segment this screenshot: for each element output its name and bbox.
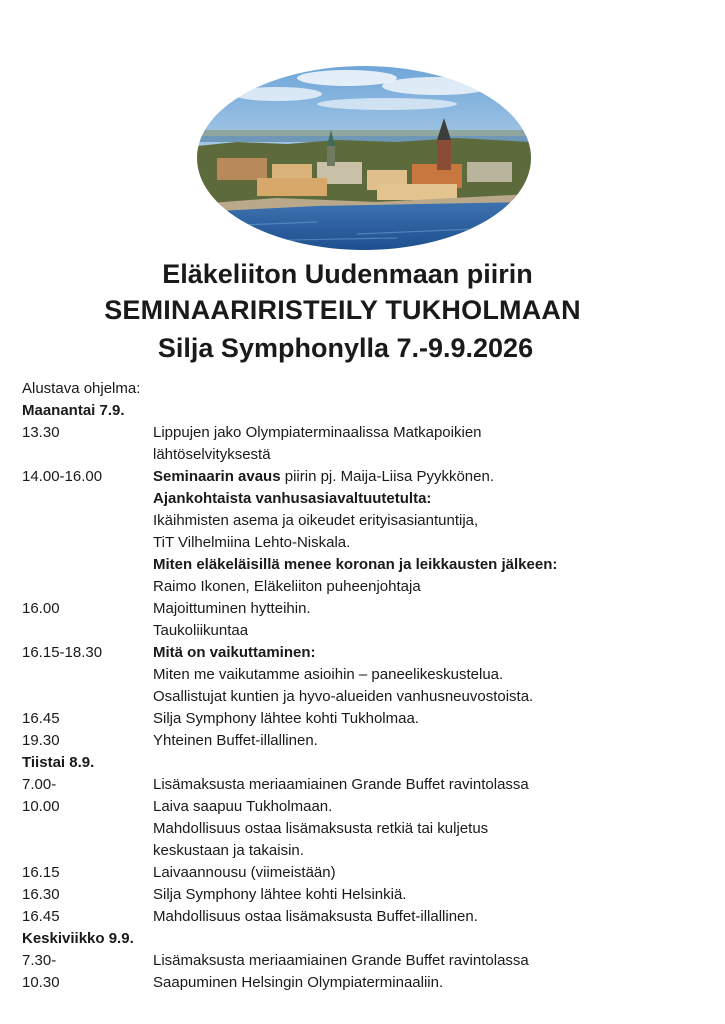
description-bold-text: Mitä on vaikuttaminen:	[153, 644, 316, 661]
schedule-entry	[22, 598, 702, 642]
description-text: Miten me vaikutamme asioihin – paneelikeskustelua.	[153, 666, 504, 683]
schedule-entry	[22, 862, 702, 884]
description-text: lähtöselvityksestä	[153, 446, 271, 463]
description-bold-text: Seminaarin avaus	[153, 468, 281, 485]
schedule-entry	[22, 906, 702, 928]
description-bold-text: Ajankohtaista vanhusasiavaltuutetulta:	[153, 490, 432, 507]
description-line	[153, 906, 702, 928]
description-text: Laivaannousu (viimeistään)	[153, 864, 336, 881]
schedule-entry	[22, 730, 702, 752]
description-line	[153, 664, 702, 686]
description-line	[153, 642, 702, 664]
description-line	[153, 598, 702, 620]
description-text: Saapuminen Helsingin Olympiaterminaaliin.	[153, 974, 444, 991]
entry-time: 7.00-	[22, 776, 57, 793]
description-bold-text: Miten eläkeläisillä menee koronan ja leikkausten jälkeen:	[153, 556, 558, 573]
entry-time: 16.45	[22, 710, 60, 727]
description-line	[153, 862, 702, 884]
description-line	[153, 620, 702, 642]
stockholm-cityscape-photo	[197, 66, 531, 250]
title-block	[0, 256, 685, 368]
entry-description	[153, 862, 702, 884]
description-text: Laiva saapuu Tukholmaan.	[153, 798, 333, 815]
entry-description	[153, 884, 702, 906]
entry-description	[153, 466, 702, 598]
description-text: Mahdollisuus ostaa lisämaksusta Buffet-illallinen.	[153, 908, 478, 925]
description-line	[153, 796, 702, 818]
title-line-event: SEMINAARIRISTEILY TUKHOLMAAN	[104, 295, 581, 325]
description-text: Ikäihmisten asema ja oikeudet erityisasiantuntija,	[153, 512, 479, 529]
day-heading: Tiistai 8.9.	[22, 754, 95, 771]
description-line	[153, 576, 702, 598]
description-line	[153, 950, 702, 972]
description-line	[153, 466, 702, 488]
description-text: Mahdollisuus ostaa lisämaksusta retkiä tai kuljetus	[153, 820, 489, 837]
entry-time: 16.00	[22, 600, 60, 617]
entry-time: 14.00-16.00	[22, 468, 103, 485]
entry-time: 16.45	[22, 908, 60, 925]
description-line	[153, 972, 702, 994]
schedule-entry	[22, 884, 702, 906]
title-line-organization: Eläkeliiton Uudenmaan piirin	[162, 259, 533, 289]
description-text: Yhteinen Buffet-illallinen.	[153, 732, 318, 749]
schedule-entry	[22, 466, 702, 598]
day-heading: Maanantai 7.9.	[22, 402, 125, 419]
description-line	[153, 818, 702, 840]
description-line	[153, 708, 702, 730]
description-line	[153, 686, 702, 708]
description-text: Silja Symphony lähtee kohti Helsinkiä.	[153, 886, 407, 903]
description-line	[153, 510, 702, 532]
program-schedule	[22, 378, 702, 994]
description-text: Lisämaksusta meriaamiainen Grande Buffet ravintolassa	[153, 952, 529, 969]
entry-description	[153, 950, 702, 972]
entry-time: 7.30-	[22, 952, 57, 969]
schedule-entry	[22, 642, 702, 708]
description-text: keskustaan ja takaisin.	[153, 842, 304, 859]
description-text: Osallistujat kuntien ja hyvo-alueiden vanhusneuvostoista.	[153, 688, 534, 705]
description-line	[153, 730, 702, 752]
description-text: Taukoliikuntaa	[153, 622, 249, 639]
schedule-entry	[22, 708, 702, 730]
description-line	[153, 532, 702, 554]
program-intro: Alustava ohjelma:	[22, 380, 141, 397]
description-text: piirin pj. Maija-Liisa Pyykkönen.	[280, 468, 494, 485]
description-line	[153, 444, 702, 466]
entry-time: 16.30	[22, 886, 60, 903]
entry-description	[153, 906, 702, 928]
day-heading: Keskiviikko 9.9.	[22, 930, 134, 947]
description-text: TiT Vilhelmiina Lehto-Niskala.	[153, 534, 351, 551]
description-text: Raimo Ikonen, Eläkeliiton puheenjohtaja	[153, 578, 421, 595]
entry-time: 13.30	[22, 424, 60, 441]
description-text: Silja Symphony lähtee kohti Tukholmaa.	[153, 710, 419, 727]
description-line	[153, 488, 702, 510]
schedule-entry	[22, 796, 702, 862]
description-text: Majoittuminen hytteihin.	[153, 600, 311, 617]
entry-description	[153, 730, 702, 752]
entry-time: 16.15	[22, 864, 60, 881]
description-line	[153, 774, 702, 796]
description-line	[153, 554, 702, 576]
entry-description	[153, 708, 702, 730]
schedule-entry	[22, 774, 702, 796]
entry-description	[153, 972, 702, 994]
entry-time: 19.30	[22, 732, 60, 749]
title-line-ship-dates: Silja Symphonylla 7.-9.9.2026	[157, 333, 534, 363]
schedule-entry	[22, 950, 702, 972]
entry-time: 16.15-18.30	[22, 644, 103, 661]
schedule-entry	[22, 972, 702, 994]
entry-time: 10.00	[22, 798, 60, 815]
entry-description	[153, 598, 702, 642]
description-text: Lippujen jako Olympiaterminaalissa Matkapoikien	[153, 424, 482, 441]
entry-description	[153, 642, 702, 708]
description-line	[153, 422, 702, 444]
entry-description	[153, 796, 702, 862]
description-text: Lisämaksusta meriaamiainen Grande Buffet ravintolassa	[153, 776, 529, 793]
description-line	[153, 840, 702, 862]
schedule-entry	[22, 422, 702, 466]
entry-description	[153, 774, 702, 796]
entry-description	[153, 422, 702, 466]
entry-time: 10.30	[22, 974, 60, 991]
description-line	[153, 884, 702, 906]
